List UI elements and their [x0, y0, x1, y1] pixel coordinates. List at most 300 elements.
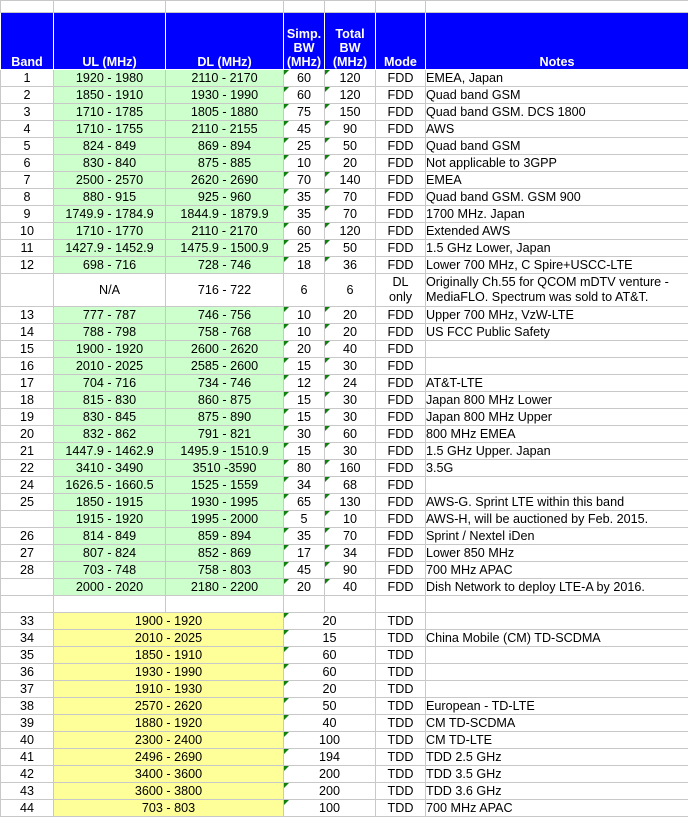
mode-cell[interactable]: FDD: [376, 375, 426, 392]
notes-cell[interactable]: Lower 850 MHz: [426, 545, 688, 562]
notes-cell[interactable]: US FCC Public Safety: [426, 324, 688, 341]
notes-cell[interactable]: Quad band GSM: [426, 87, 688, 104]
range-cell[interactable]: 2570 - 2620: [54, 698, 284, 715]
band-cell[interactable]: 34: [1, 630, 54, 647]
notes-cell[interactable]: Quad band GSM. GSM 900: [426, 189, 688, 206]
mode-cell[interactable]: FDD: [376, 545, 426, 562]
header-band[interactable]: Band: [1, 13, 54, 70]
band-cell[interactable]: [1, 579, 54, 596]
mode-cell[interactable]: FDD: [376, 172, 426, 189]
mode-cell[interactable]: FDD: [376, 223, 426, 240]
mode-cell[interactable]: FDD: [376, 138, 426, 155]
mode-cell[interactable]: FDD: [376, 307, 426, 324]
mode-cell[interactable]: FDD: [376, 409, 426, 426]
total-bw-cell[interactable]: 70: [325, 206, 376, 223]
simp-bw-cell[interactable]: 17: [284, 545, 325, 562]
band-cell[interactable]: 38: [1, 698, 54, 715]
header-total-bw[interactable]: Total BW (MHz): [325, 13, 376, 70]
simp-bw-cell[interactable]: 60: [284, 70, 325, 87]
notes-cell[interactable]: [426, 341, 688, 358]
band-cell[interactable]: 2: [1, 87, 54, 104]
mode-cell[interactable]: FDD: [376, 206, 426, 223]
total-bw-cell[interactable]: 34: [325, 545, 376, 562]
mode-cell[interactable]: FDD: [376, 392, 426, 409]
band-cell[interactable]: 43: [1, 783, 54, 800]
notes-cell[interactable]: Upper 700 MHz, VzW-LTE: [426, 307, 688, 324]
band-cell[interactable]: 9: [1, 206, 54, 223]
total-bw-cell[interactable]: 90: [325, 121, 376, 138]
ul-cell[interactable]: 1850 - 1910: [54, 87, 166, 104]
dl-cell[interactable]: 1525 - 1559: [166, 477, 284, 494]
bw-cell[interactable]: 40: [284, 715, 376, 732]
mode-cell[interactable]: FDD: [376, 341, 426, 358]
simp-bw-cell[interactable]: 35: [284, 189, 325, 206]
bw-cell[interactable]: 50: [284, 698, 376, 715]
mode-cell[interactable]: TDD: [376, 681, 426, 698]
mode-cell[interactable]: TDD: [376, 715, 426, 732]
range-cell[interactable]: 1910 - 1930: [54, 681, 284, 698]
ul-cell[interactable]: 2000 - 2020: [54, 579, 166, 596]
table-row: [1, 664, 688, 681]
mode-cell[interactable]: TDD: [376, 766, 426, 783]
ul-cell[interactable]: 1710 - 1770: [54, 223, 166, 240]
ul-cell[interactable]: 880 - 915: [54, 189, 166, 206]
band-cell[interactable]: 13: [1, 307, 54, 324]
table-row: [1, 392, 688, 409]
header-dl[interactable]: DL (MHz): [166, 13, 284, 70]
mode-cell[interactable]: FDD: [376, 443, 426, 460]
ul-cell[interactable]: 815 - 830: [54, 392, 166, 409]
dl-cell[interactable]: 859 - 894: [166, 528, 284, 545]
ul-cell[interactable]: 2010 - 2025: [54, 358, 166, 375]
band-cell[interactable]: 42: [1, 766, 54, 783]
table-row: [1, 545, 688, 562]
table-row: [1, 324, 688, 341]
dl-cell[interactable]: 2110 - 2170: [166, 70, 284, 87]
band-cell[interactable]: 1: [1, 70, 54, 87]
notes-cell[interactable]: EMEA, Japan: [426, 70, 688, 87]
dl-cell[interactable]: 1930 - 1990: [166, 87, 284, 104]
band-cell[interactable]: 39: [1, 715, 54, 732]
ul-cell[interactable]: 830 - 840: [54, 155, 166, 172]
ul-cell[interactable]: 1447.9 - 1462.9: [54, 443, 166, 460]
bw-cell[interactable]: 200: [284, 783, 376, 800]
mode-cell[interactable]: FDD: [376, 155, 426, 172]
band-cell[interactable]: 7: [1, 172, 54, 189]
ul-cell[interactable]: 2500 - 2570: [54, 172, 166, 189]
ul-cell[interactable]: 698 - 716: [54, 257, 166, 274]
simp-bw-cell[interactable]: 6: [284, 274, 325, 307]
total-bw-cell[interactable]: 90: [325, 562, 376, 579]
ul-cell[interactable]: N/A: [54, 274, 166, 307]
total-bw-cell[interactable]: 68: [325, 477, 376, 494]
mode-cell[interactable]: FDD: [376, 240, 426, 257]
header-notes[interactable]: Notes: [426, 13, 688, 70]
total-bw-cell[interactable]: 150: [325, 104, 376, 121]
band-cell[interactable]: 24: [1, 477, 54, 494]
ul-cell[interactable]: 1749.9 - 1784.9: [54, 206, 166, 223]
table-row: [1, 494, 688, 511]
simp-bw-cell[interactable]: 60: [284, 223, 325, 240]
notes-cell[interactable]: AWS-H, will be auctioned by Feb. 2015.: [426, 511, 688, 528]
total-bw-cell[interactable]: 20: [325, 307, 376, 324]
notes-cell[interactable]: [426, 613, 688, 630]
notes-cell[interactable]: [426, 664, 688, 681]
simp-bw-cell[interactable]: 12: [284, 375, 325, 392]
mode-cell[interactable]: DL only: [376, 274, 426, 307]
notes-cell[interactable]: TDD 2.5 GHz: [426, 749, 688, 766]
table-row: [1, 206, 688, 223]
ul-cell[interactable]: 814 - 849: [54, 528, 166, 545]
dl-cell[interactable]: 2620 - 2690: [166, 172, 284, 189]
dl-cell[interactable]: 1995 - 2000: [166, 511, 284, 528]
band-cell[interactable]: 44: [1, 800, 54, 817]
mode-cell[interactable]: FDD: [376, 460, 426, 477]
bw-cell[interactable]: 20: [284, 681, 376, 698]
simp-bw-cell[interactable]: 34: [284, 477, 325, 494]
simp-bw-cell[interactable]: 10: [284, 324, 325, 341]
total-bw-cell[interactable]: 20: [325, 155, 376, 172]
simp-bw-cell[interactable]: 18: [284, 257, 325, 274]
dl-only-section: [1, 274, 688, 307]
total-bw-cell[interactable]: 120: [325, 87, 376, 104]
band-cell[interactable]: 21: [1, 443, 54, 460]
simp-bw-cell[interactable]: 35: [284, 528, 325, 545]
mode-cell[interactable]: TDD: [376, 732, 426, 749]
simp-bw-cell[interactable]: 20: [284, 341, 325, 358]
dl-cell[interactable]: 1930 - 1995: [166, 494, 284, 511]
notes-cell[interactable]: 800 MHz EMEA: [426, 426, 688, 443]
table-row: [1, 613, 688, 630]
notes-cell[interactable]: Dish Network to deploy LTE-A by 2016.: [426, 579, 688, 596]
mode-cell[interactable]: TDD: [376, 783, 426, 800]
table-row: [1, 681, 688, 698]
top-blank-row: [1, 1, 688, 13]
total-bw-cell[interactable]: 160: [325, 460, 376, 477]
band-cell[interactable]: 3: [1, 104, 54, 121]
bw-cell[interactable]: 20: [284, 613, 376, 630]
simp-bw-cell[interactable]: 45: [284, 562, 325, 579]
ul-cell[interactable]: 832 - 862: [54, 426, 166, 443]
total-bw-cell[interactable]: 36: [325, 257, 376, 274]
dl-cell[interactable]: 746 - 756: [166, 307, 284, 324]
range-cell[interactable]: 3600 - 3800: [54, 783, 284, 800]
mode-cell[interactable]: FDD: [376, 104, 426, 121]
notes-cell[interactable]: Japan 800 MHz Upper: [426, 409, 688, 426]
ul-cell[interactable]: 3410 - 3490: [54, 460, 166, 477]
notes-cell[interactable]: CM TD-SCDMA: [426, 715, 688, 732]
simp-bw-cell[interactable]: 30: [284, 426, 325, 443]
total-bw-cell[interactable]: 30: [325, 392, 376, 409]
notes-cell[interactable]: Extended AWS: [426, 223, 688, 240]
mode-cell[interactable]: FDD: [376, 494, 426, 511]
dl-cell[interactable]: 728 - 746: [166, 257, 284, 274]
simp-bw-cell[interactable]: 10: [284, 155, 325, 172]
total-bw-cell[interactable]: 120: [325, 70, 376, 87]
band-cell[interactable]: 19: [1, 409, 54, 426]
mode-cell[interactable]: TDD: [376, 749, 426, 766]
dl-cell[interactable]: 716 - 722: [166, 274, 284, 307]
notes-cell[interactable]: 3.5G: [426, 460, 688, 477]
notes-cell[interactable]: 700 MHz APAC: [426, 800, 688, 817]
total-bw-cell[interactable]: 6: [325, 274, 376, 307]
header-simp-bw[interactable]: Simp. BW (MHz): [284, 13, 325, 70]
notes-cell[interactable]: Originally Ch.55 for QCOM mDTV venture - MediaFLO. Spectrum was sold to AT&T.: [426, 274, 688, 307]
dl-cell[interactable]: 3510 -3590: [166, 460, 284, 477]
header-ul[interactable]: UL (MHz): [54, 13, 166, 70]
notes-cell[interactable]: TDD 3.5 GHz: [426, 766, 688, 783]
table-row: [1, 647, 688, 664]
simp-bw-cell[interactable]: 15: [284, 443, 325, 460]
simp-bw-cell[interactable]: 5: [284, 511, 325, 528]
mode-cell[interactable]: TDD: [376, 664, 426, 681]
notes-cell[interactable]: Quad band GSM: [426, 138, 688, 155]
simp-bw-cell[interactable]: 15: [284, 358, 325, 375]
simp-bw-cell[interactable]: 15: [284, 392, 325, 409]
dl-cell[interactable]: 2585 - 2600: [166, 358, 284, 375]
band-cell[interactable]: 33: [1, 613, 54, 630]
notes-cell[interactable]: European - TD-LTE: [426, 698, 688, 715]
notes-cell[interactable]: AWS-G. Sprint LTE within this band: [426, 494, 688, 511]
band-cell[interactable]: 20: [1, 426, 54, 443]
notes-cell[interactable]: AWS: [426, 121, 688, 138]
mode-cell[interactable]: FDD: [376, 324, 426, 341]
table-row: [1, 341, 688, 358]
band-cell[interactable]: 15: [1, 341, 54, 358]
mode-cell[interactable]: TDD: [376, 613, 426, 630]
band-cell[interactable]: 5: [1, 138, 54, 155]
band-cell[interactable]: 14: [1, 324, 54, 341]
band-cell[interactable]: 27: [1, 545, 54, 562]
simp-bw-cell[interactable]: 20: [284, 579, 325, 596]
range-cell[interactable]: 1930 - 1990: [54, 664, 284, 681]
table-row: [1, 172, 688, 189]
dl-cell[interactable]: 2600 - 2620: [166, 341, 284, 358]
mode-cell[interactable]: FDD: [376, 579, 426, 596]
dl-cell[interactable]: 1805 - 1880: [166, 104, 284, 121]
dl-cell[interactable]: 869 - 894: [166, 138, 284, 155]
ul-cell[interactable]: 807 - 824: [54, 545, 166, 562]
dl-cell[interactable]: 875 - 885: [166, 155, 284, 172]
notes-cell[interactable]: [426, 477, 688, 494]
mode-cell[interactable]: TDD: [376, 800, 426, 817]
table-row: [1, 70, 688, 87]
notes-cell[interactable]: EMEA: [426, 172, 688, 189]
dl-cell[interactable]: 2110 - 2170: [166, 223, 284, 240]
simp-bw-cell[interactable]: 25: [284, 240, 325, 257]
ul-cell[interactable]: 1710 - 1785: [54, 104, 166, 121]
total-bw-cell[interactable]: 60: [325, 426, 376, 443]
band-cell[interactable]: 41: [1, 749, 54, 766]
band-cell[interactable]: [1, 511, 54, 528]
bw-cell[interactable]: 60: [284, 647, 376, 664]
dl-cell[interactable]: 2180 - 2200: [166, 579, 284, 596]
total-bw-cell[interactable]: 120: [325, 223, 376, 240]
bw-cell[interactable]: 60: [284, 664, 376, 681]
dl-cell[interactable]: 852 - 869: [166, 545, 284, 562]
notes-cell[interactable]: Japan 800 MHz Lower: [426, 392, 688, 409]
dl-cell[interactable]: 758 - 803: [166, 562, 284, 579]
band-cell[interactable]: 35: [1, 647, 54, 664]
mode-cell[interactable]: TDD: [376, 630, 426, 647]
bw-cell[interactable]: 15: [284, 630, 376, 647]
band-cell[interactable]: 26: [1, 528, 54, 545]
simp-bw-cell[interactable]: 10: [284, 307, 325, 324]
simp-bw-cell[interactable]: 25: [284, 138, 325, 155]
mode-cell[interactable]: FDD: [376, 528, 426, 545]
total-bw-cell[interactable]: 20: [325, 324, 376, 341]
total-bw-cell[interactable]: 30: [325, 358, 376, 375]
notes-cell[interactable]: Sprint / Nextel iDen: [426, 528, 688, 545]
dl-cell[interactable]: 875 - 890: [166, 409, 284, 426]
band-cell[interactable]: [1, 274, 54, 307]
range-cell[interactable]: 1900 - 1920: [54, 613, 284, 630]
range-cell[interactable]: 2010 - 2025: [54, 630, 284, 647]
table-row: [1, 732, 688, 749]
mode-cell[interactable]: FDD: [376, 87, 426, 104]
dl-cell[interactable]: 1495.9 - 1510.9: [166, 443, 284, 460]
notes-cell[interactable]: 1.5 GHz Lower, Japan: [426, 240, 688, 257]
ul-cell[interactable]: 1900 - 1920: [54, 341, 166, 358]
range-cell[interactable]: 703 - 803: [54, 800, 284, 817]
table-row: [1, 715, 688, 732]
band-cell[interactable]: 25: [1, 494, 54, 511]
band-cell[interactable]: 4: [1, 121, 54, 138]
tdd-section: [1, 613, 688, 817]
dl-cell[interactable]: 925 - 960: [166, 189, 284, 206]
mode-cell[interactable]: TDD: [376, 647, 426, 664]
band-cell[interactable]: 40: [1, 732, 54, 749]
simp-bw-cell[interactable]: 65: [284, 494, 325, 511]
notes-cell[interactable]: 1.5 GHz Upper. Japan: [426, 443, 688, 460]
mode-cell[interactable]: FDD: [376, 477, 426, 494]
band-cell[interactable]: 11: [1, 240, 54, 257]
dl-cell[interactable]: 758 - 768: [166, 324, 284, 341]
mode-cell[interactable]: FDD: [376, 257, 426, 274]
simp-bw-cell[interactable]: 80: [284, 460, 325, 477]
table-row: [1, 155, 688, 172]
ul-cell[interactable]: 704 - 716: [54, 375, 166, 392]
notes-cell[interactable]: Not applicable to 3GPP: [426, 155, 688, 172]
total-bw-cell[interactable]: 40: [325, 579, 376, 596]
total-bw-cell[interactable]: 50: [325, 138, 376, 155]
range-cell[interactable]: 3400 - 3600: [54, 766, 284, 783]
bw-cell[interactable]: 100: [284, 732, 376, 749]
notes-cell[interactable]: CM TD-LTE: [426, 732, 688, 749]
range-cell[interactable]: 1850 - 1910: [54, 647, 284, 664]
notes-cell[interactable]: Lower 700 MHz, C Spire+USCC-LTE: [426, 257, 688, 274]
total-bw-cell[interactable]: 140: [325, 172, 376, 189]
simp-bw-cell[interactable]: 70: [284, 172, 325, 189]
ul-cell[interactable]: 1850 - 1915: [54, 494, 166, 511]
ul-cell[interactable]: 824 - 849: [54, 138, 166, 155]
total-bw-cell[interactable]: 130: [325, 494, 376, 511]
notes-cell[interactable]: [426, 358, 688, 375]
bw-cell[interactable]: 194: [284, 749, 376, 766]
band-cell[interactable]: 36: [1, 664, 54, 681]
bw-cell[interactable]: 200: [284, 766, 376, 783]
table-row: [1, 274, 688, 307]
dl-cell[interactable]: 791 - 821: [166, 426, 284, 443]
mode-cell[interactable]: FDD: [376, 121, 426, 138]
ul-cell[interactable]: 1920 - 1980: [54, 70, 166, 87]
dl-cell[interactable]: 1844.9 - 1879.9: [166, 206, 284, 223]
dl-cell[interactable]: 1475.9 - 1500.9: [166, 240, 284, 257]
band-cell[interactable]: 37: [1, 681, 54, 698]
bw-cell[interactable]: 100: [284, 800, 376, 817]
ul-cell[interactable]: 788 - 798: [54, 324, 166, 341]
simp-bw-cell[interactable]: 35: [284, 206, 325, 223]
total-bw-cell[interactable]: 30: [325, 443, 376, 460]
band-cell[interactable]: 18: [1, 392, 54, 409]
dl-cell[interactable]: 860 - 875: [166, 392, 284, 409]
band-cell[interactable]: 16: [1, 358, 54, 375]
notes-cell[interactable]: AT&T-LTE: [426, 375, 688, 392]
dl-cell[interactable]: 734 - 746: [166, 375, 284, 392]
total-bw-cell[interactable]: 40: [325, 341, 376, 358]
range-cell[interactable]: 2496 - 2690: [54, 749, 284, 766]
ul-cell[interactable]: 703 - 748: [54, 562, 166, 579]
notes-cell[interactable]: [426, 647, 688, 664]
ul-cell[interactable]: 830 - 845: [54, 409, 166, 426]
band-cell[interactable]: 8: [1, 189, 54, 206]
notes-cell[interactable]: China Mobile (CM) TD-SCDMA: [426, 630, 688, 647]
range-cell[interactable]: 1880 - 1920: [54, 715, 284, 732]
notes-cell[interactable]: 700 MHz APAC: [426, 562, 688, 579]
notes-cell[interactable]: [426, 681, 688, 698]
dl-cell[interactable]: 2110 - 2155: [166, 121, 284, 138]
notes-cell[interactable]: 1700 MHz. Japan: [426, 206, 688, 223]
band-cell[interactable]: 22: [1, 460, 54, 477]
ul-cell[interactable]: 1427.9 - 1452.9: [54, 240, 166, 257]
notes-cell[interactable]: TDD 3.6 GHz: [426, 783, 688, 800]
mode-cell[interactable]: TDD: [376, 698, 426, 715]
band-cell[interactable]: 28: [1, 562, 54, 579]
notes-cell[interactable]: Quad band GSM. DCS 1800: [426, 104, 688, 121]
simp-bw-cell[interactable]: 60: [284, 87, 325, 104]
fdd-section-2: [1, 307, 688, 596]
mode-cell[interactable]: FDD: [376, 358, 426, 375]
table-row: [1, 749, 688, 766]
total-bw-cell[interactable]: 70: [325, 189, 376, 206]
ul-cell[interactable]: 1710 - 1755: [54, 121, 166, 138]
total-bw-cell[interactable]: 10: [325, 511, 376, 528]
ul-cell[interactable]: 777 - 787: [54, 307, 166, 324]
simp-bw-cell[interactable]: 75: [284, 104, 325, 121]
band-cell[interactable]: 17: [1, 375, 54, 392]
simp-bw-cell[interactable]: 45: [284, 121, 325, 138]
total-bw-cell[interactable]: 70: [325, 528, 376, 545]
ul-cell[interactable]: 1626.5 - 1660.5: [54, 477, 166, 494]
band-cell[interactable]: 6: [1, 155, 54, 172]
band-cell[interactable]: 10: [1, 223, 54, 240]
range-cell[interactable]: 2300 - 2400: [54, 732, 284, 749]
mode-cell[interactable]: FDD: [376, 426, 426, 443]
total-bw-cell[interactable]: 24: [325, 375, 376, 392]
mode-cell[interactable]: FDD: [376, 189, 426, 206]
table-row: [1, 409, 688, 426]
mode-cell[interactable]: FDD: [376, 70, 426, 87]
header-mode[interactable]: Mode: [376, 13, 426, 70]
simp-bw-cell[interactable]: 15: [284, 409, 325, 426]
band-cell[interactable]: 12: [1, 257, 54, 274]
ul-cell[interactable]: 1915 - 1920: [54, 511, 166, 528]
table-row: [1, 630, 688, 647]
mode-cell[interactable]: FDD: [376, 511, 426, 528]
total-bw-cell[interactable]: 30: [325, 409, 376, 426]
total-bw-cell[interactable]: 50: [325, 240, 376, 257]
mode-cell[interactable]: FDD: [376, 562, 426, 579]
